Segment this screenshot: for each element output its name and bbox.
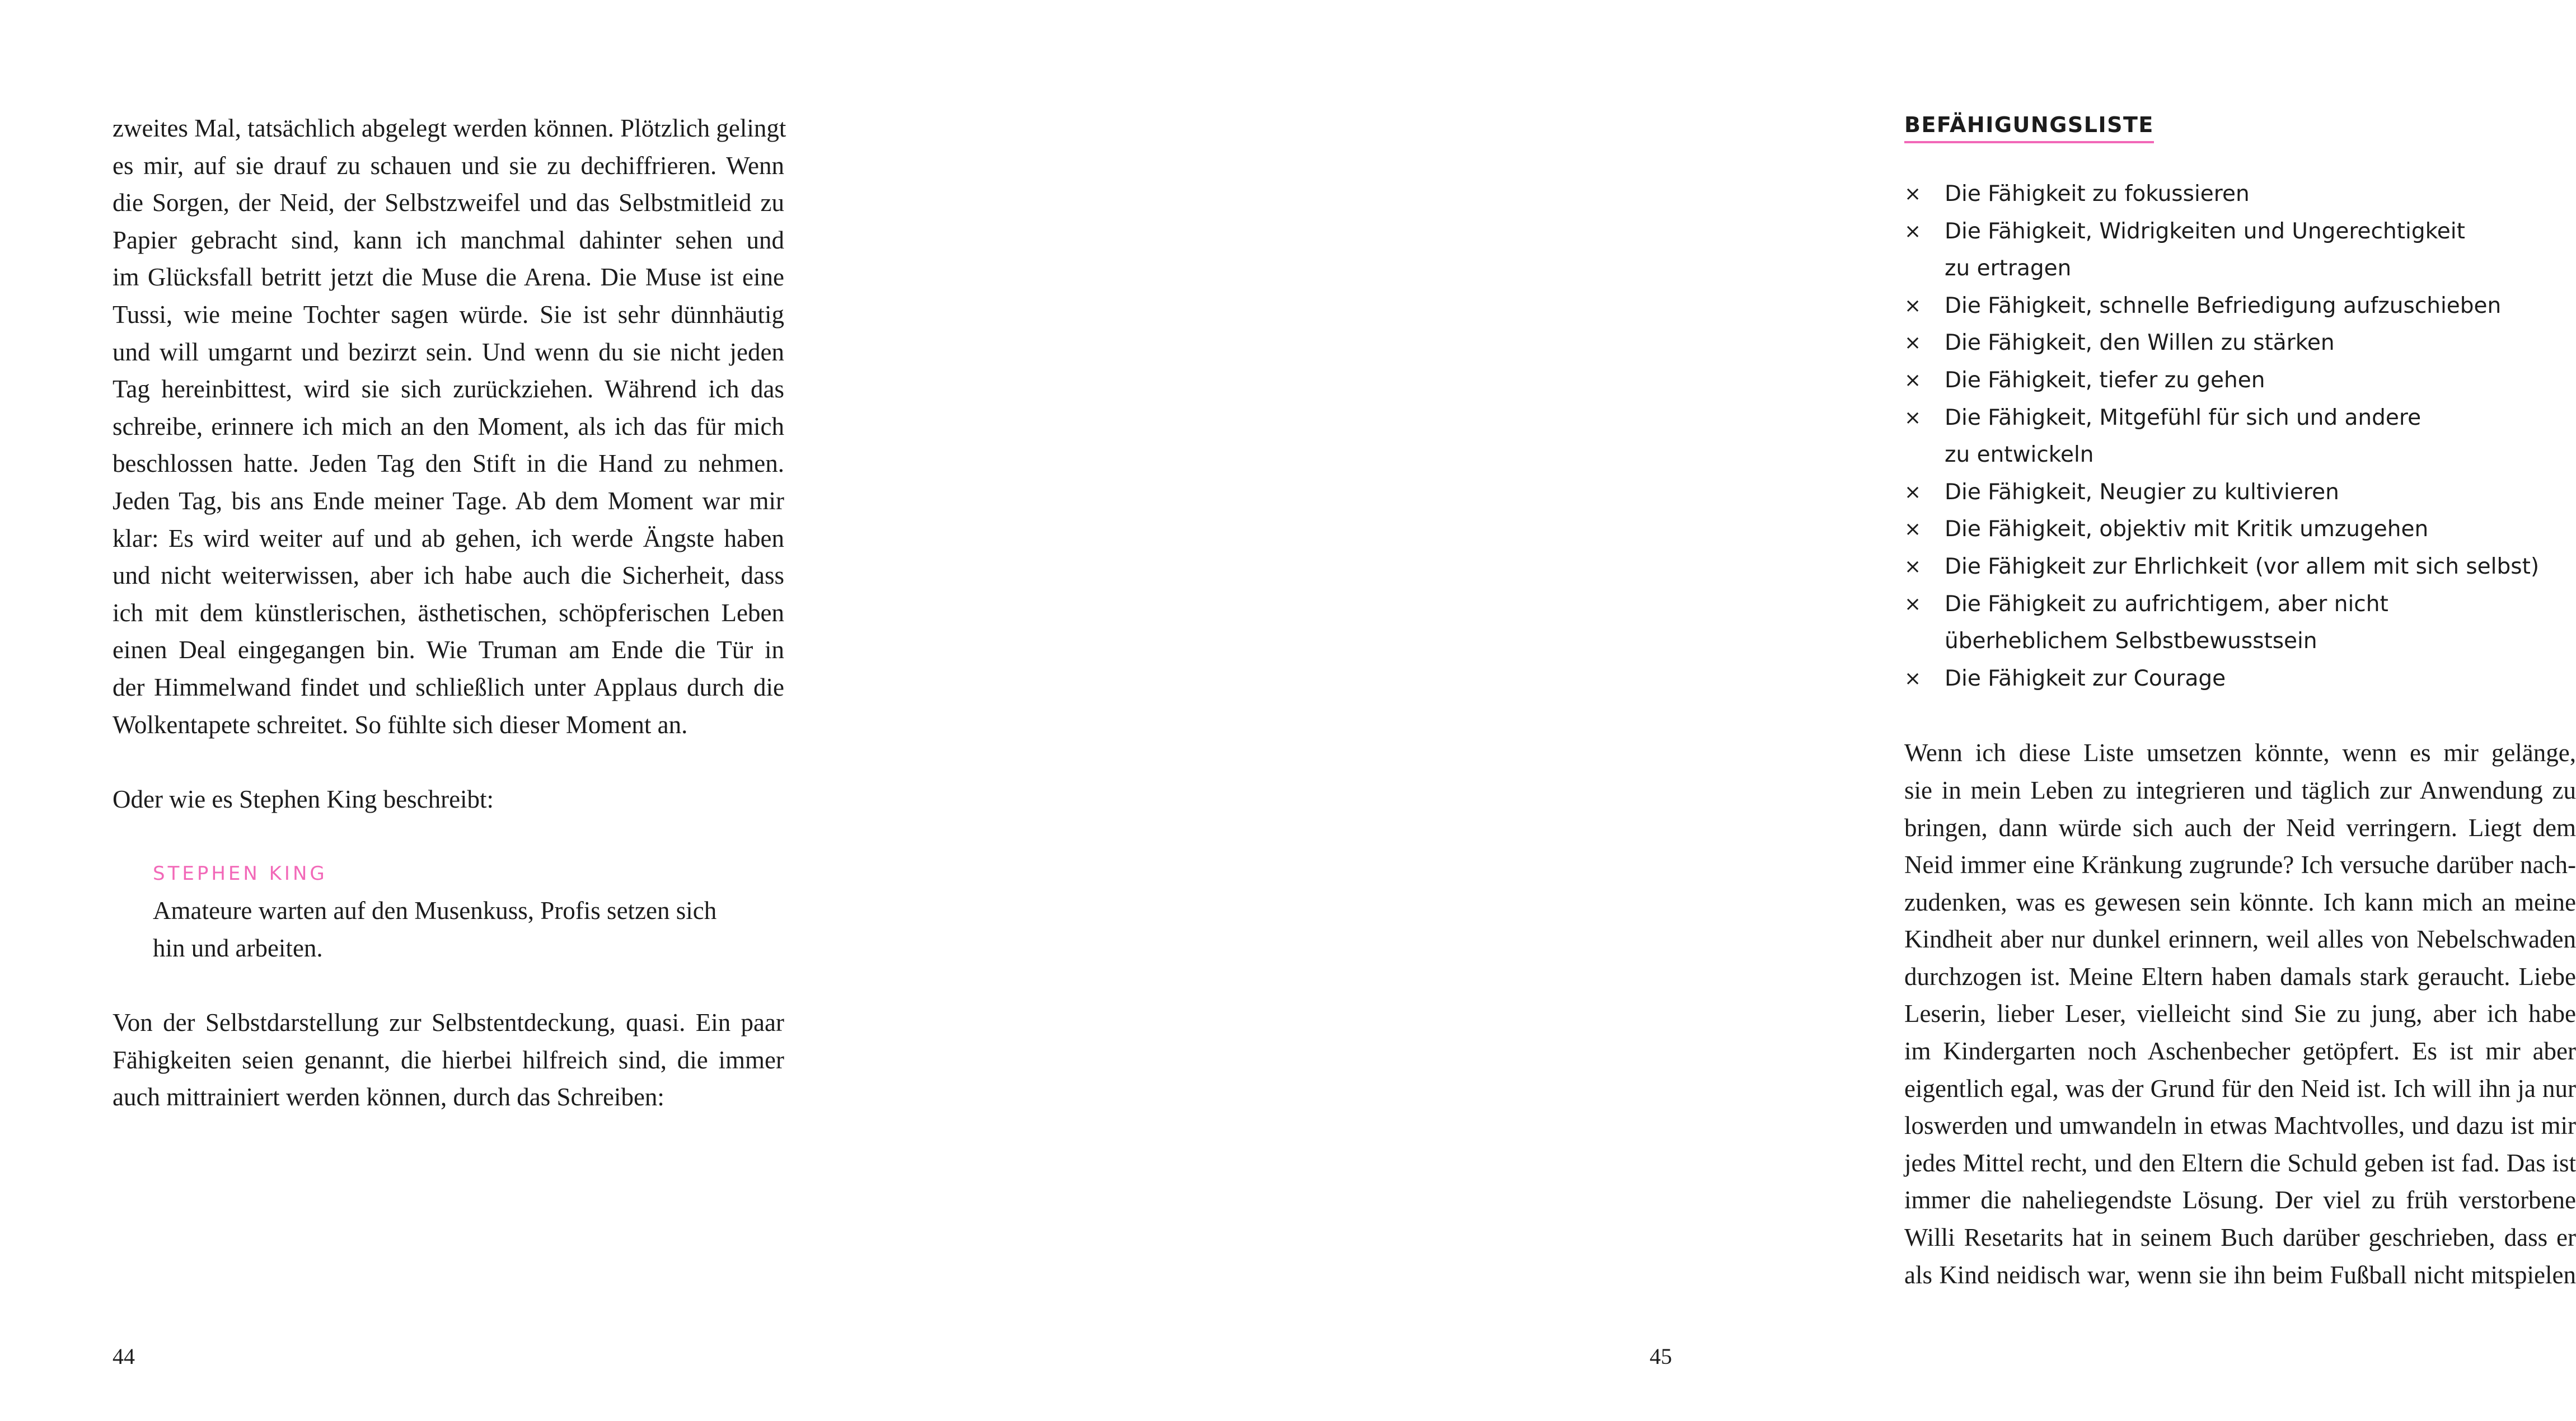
paragraph-gap: [113, 743, 784, 781]
bullet-x-icon: ×: [1904, 368, 1922, 392]
text-line: zudenken, was es gewesen sein könnte. Ich kann mich an meine: [1904, 888, 2576, 916]
bullet-x-icon: ×: [1904, 592, 1922, 616]
text-line: auch mittrainiert werden können, durch das Schreiben:: [113, 1083, 664, 1112]
right-paragraph: [1904, 734, 2576, 1293]
text-line: Oder wie es Stephen King beschreibt:: [113, 785, 494, 813]
text-line: Leserin, lieber Leser, vielleicht sind Sie zu jung, aber ich habe: [1904, 1000, 2576, 1028]
bullet-x-icon: ×: [1904, 294, 1922, 317]
quote-line: hin und arbeiten.: [153, 934, 323, 963]
text-line: jedes Mittel recht, und den Eltern die Schuld geben ist fad. Das ist: [1904, 1148, 2576, 1177]
list-item: [1904, 176, 2576, 213]
text-line: Wenn ich diese Liste umsetzen könnte, wenn es mir gelänge,: [1904, 739, 2576, 767]
text-line: ich mit dem künstlerischen, ästhetischen, schöpferischen Leben: [113, 598, 784, 627]
text-line: Fähigkeiten seien genannt, die hierbei hilfreich sind, die immer: [113, 1045, 784, 1074]
right-column: [1904, 110, 2576, 1293]
list-item-text: Die Fähigkeit, Mitgefühl für sich und andere: [1945, 405, 2422, 430]
list-item-text: Die Fähigkeit zur Ehrlichkeit (vor allem mit sich selbst): [1945, 554, 2540, 579]
text-line: Wolkentapete schreitet. So fühlte sich dieser Moment an.: [113, 710, 688, 739]
right-page: [892, 0, 2576, 1421]
list-item-text: Die Fähigkeit zur Courage: [1945, 665, 2226, 691]
bullet-x-icon: ×: [1904, 667, 1922, 690]
quote-block: [153, 855, 769, 967]
list-item-text: Die Fähigkeit, den Willen zu stärken: [1945, 330, 2335, 356]
text-line: sie in mein Leben zu integrieren und täglich zur Anwendung zu: [1904, 776, 2576, 804]
list-item-text: Die Fähigkeit zu fokussieren: [1945, 181, 2250, 207]
list-item-text: Die Fähigkeit, tiefer zu gehen: [1945, 367, 2265, 393]
text-line: schreibe, erinnere ich mich an den Moment, als ich das für mich: [113, 412, 784, 440]
list-item-text: Die Fähigkeit, objektiv mit Kritik umzugehen: [1945, 517, 2429, 542]
list-item-text: überheblichem Selbstbewusstsein: [1945, 629, 2317, 654]
text-line: Kindheit aber nur dunkel erinnern, weil alles von Nebelschwaden: [1904, 925, 2576, 954]
text-line: loswerden und umwandeln in etwas Machtvolles, und dazu ist mir: [1904, 1112, 2576, 1140]
text-line: beschlossen hatte. Jeden Tag den Stift in die Hand zu nehmen.: [113, 449, 784, 478]
text-line: der Himmelwand findet und schließlich unter Applaus durch die: [113, 673, 784, 701]
text-line: im Kindergarten noch Aschenbecher getöpfert. Es ist mir aber: [1904, 1037, 2576, 1066]
bullet-x-icon: ×: [1904, 555, 1922, 578]
text-line: Von der Selbstdarstellung zur Selbstentdeckung, quasi. Ein paar: [113, 1009, 784, 1037]
text-line: Jeden Tag, bis ans Ende meiner Tage. Ab dem Moment war mir: [113, 486, 784, 515]
list-item-text: zu entwickeln: [1945, 442, 2094, 468]
list-item: [1904, 474, 2576, 512]
bullet-x-icon: ×: [1904, 331, 1922, 355]
paragraph-gap: [113, 818, 784, 855]
left-paragraph-1: [113, 110, 784, 743]
page-number: 45: [1650, 1344, 1672, 1369]
list-item: [1904, 213, 2576, 288]
left-paragraph-2: [113, 781, 784, 818]
left-page: [0, 0, 892, 1421]
list-item: [1904, 362, 2576, 400]
ability-list: [1904, 176, 2576, 697]
quote-author: STEPHEN KING: [153, 862, 327, 885]
text-line: die Sorgen, der Neid, der Selbstzweifel und das Selbstmitleid zu: [113, 189, 784, 217]
text-line: durchzogen ist. Meine Eltern haben damals stark geraucht. Liebe: [1904, 962, 2576, 991]
text-line: es mir, auf sie drauf zu schauen und sie zu dechiffrieren. Wenn: [113, 151, 784, 180]
quote-text: [153, 892, 769, 967]
bullet-x-icon: ×: [1904, 219, 1922, 243]
text-line: als Kind neidisch war, wenn sie ihn beim Fußball nicht mitspielen: [1904, 1260, 2576, 1289]
list-item: [1904, 288, 2576, 325]
list-item-text: zu ertragen: [1945, 256, 2072, 282]
text-line: und nicht weiterwissen, aber ich habe auch die Sicherheit, dass: [113, 561, 784, 590]
text-line: zweites Mal, tatsächlich abgelegt werden können. Plötzlich gelingt: [113, 114, 786, 142]
text-line: Neid immer eine Kränkung zugrunde? Ich versuche darüber nach-: [1904, 851, 2576, 879]
list-item: [1904, 586, 2576, 660]
list-item-text: Die Fähigkeit, Neugier zu kultivieren: [1945, 479, 2339, 505]
left-column: [113, 110, 784, 1116]
text-line: Papier gebracht sind, kann ich manchmal dahinter sehen und: [113, 226, 784, 254]
list-item-text: Die Fähigkeit, Widrigkeiten und Ungerechtigkeit: [1945, 218, 2465, 244]
list-item: [1904, 548, 2576, 586]
text-line: immer die naheliegendste Lösung. Der viel zu früh verstorbene: [1904, 1186, 2576, 1214]
text-line: Willi Resetarits hat in seinem Buch darüber geschrieben, dass er: [1904, 1223, 2576, 1252]
bullet-x-icon: ×: [1904, 518, 1922, 541]
right-paragraph-lines: [1904, 734, 2576, 1293]
paragraph-gap: [113, 967, 784, 1005]
list-item-text: Die Fähigkeit, schnelle Befriedigung aufzuschieben: [1945, 293, 2502, 318]
bullet-x-icon: ×: [1904, 182, 1922, 205]
list-item: [1904, 511, 2576, 548]
page-number: 44: [113, 1344, 135, 1369]
text-line: Tag hereinbittest, wird sie sich zurückziehen. Während ich das: [113, 375, 784, 404]
list-item-text: Die Fähigkeit zu aufrichtigem, aber nicht: [1945, 591, 2388, 617]
text-line: und will umgarnt und bezirzt sein. Und wenn du sie nicht jeden: [113, 337, 784, 366]
text-line: einen Deal eingegangen bin. Wie Truman am Ende die Tür in: [113, 636, 784, 664]
list-heading: BEFÄHIGUNGSLISTE: [1904, 110, 2154, 143]
text-line: Tussi, wie meine Tochter sagen würde. Sie ist sehr dünnhäutig: [113, 300, 784, 329]
text-line: klar: Es wird weiter auf und ab gehen, ich werde Ängste haben: [113, 524, 784, 552]
quote-line: Amateure warten auf den Musenkuss, Profis setzen sich: [153, 897, 717, 925]
text-line: im Glücksfall betritt jetzt die Muse die Arena. Die Muse ist eine: [113, 263, 784, 292]
text-line: bringen, dann würde sich auch der Neid verringern. Liegt dem: [1904, 813, 2576, 842]
bullet-x-icon: ×: [1904, 406, 1922, 429]
left-paragraph-3: [113, 1004, 784, 1116]
bullet-x-icon: ×: [1904, 480, 1922, 504]
list-item: [1904, 325, 2576, 362]
text-line: eigentlich egal, was der Grund für den Neid ist. Ich will ihn ja nur: [1904, 1074, 2576, 1103]
list-item: [1904, 660, 2576, 698]
list-item: [1904, 400, 2576, 474]
